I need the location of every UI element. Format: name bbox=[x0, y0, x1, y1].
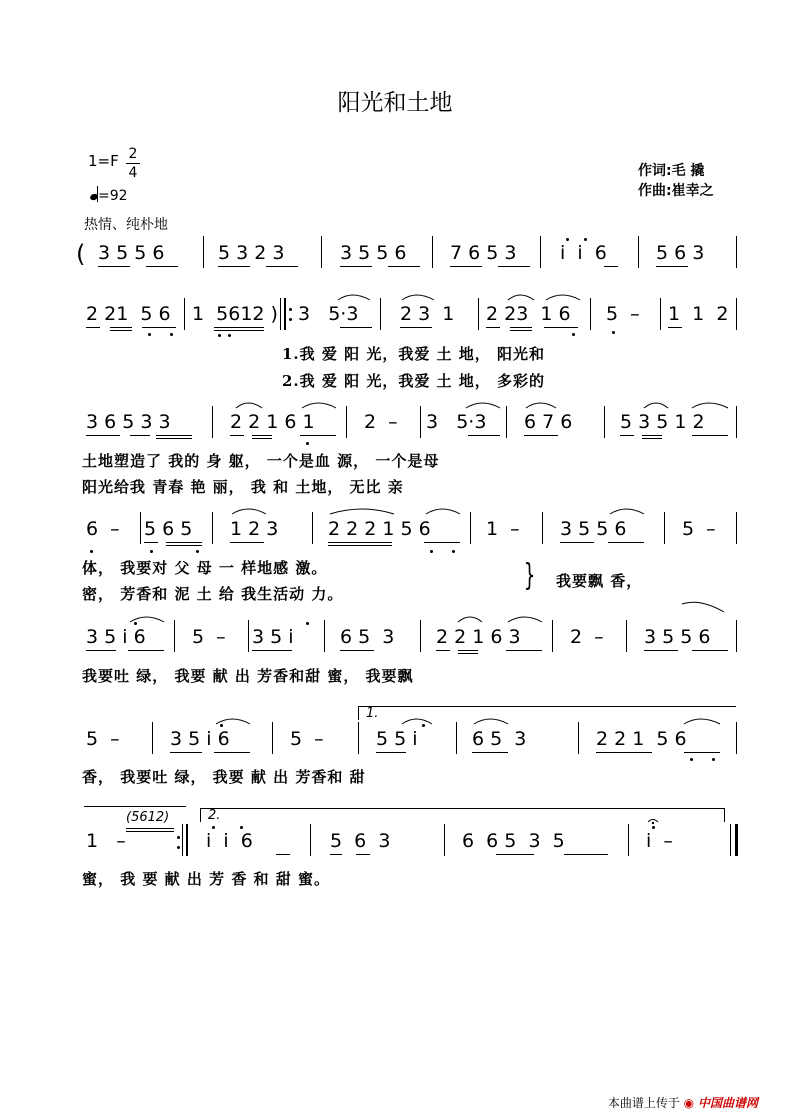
time-signature bbox=[126, 146, 140, 181]
key-signature: 1=F bbox=[88, 152, 119, 170]
lyric-line: 我要飘 香， bbox=[556, 572, 643, 590]
volta-1: 1. bbox=[366, 706, 379, 721]
lyric-line: 香， 我要吐 绿， 我要 献 出 芳香和 甜 bbox=[82, 768, 366, 786]
expression-mark: 热情、纯朴地 bbox=[84, 217, 168, 233]
grace-notes: (5612) bbox=[126, 810, 170, 825]
lyric-line: 1.我 爱 阳 光，我爱 土 地， 阳光和 bbox=[282, 345, 545, 363]
time-bottom: 4 bbox=[128, 165, 138, 181]
lyric-line: 2.我 爱 阳 光，我爱 土 地， 多彩的 bbox=[282, 372, 545, 390]
lyric-line: 阳光给我 青春 艳 丽， 我 和 土地， 无比 亲 bbox=[82, 478, 404, 496]
site-name[interactable]: 中国曲谱网 bbox=[697, 1096, 758, 1110]
lyricist-credit: 作词:毛 撬 bbox=[638, 163, 705, 179]
footer-credit: 本曲谱上传于 ◉ 中国曲谱网 bbox=[607, 1096, 758, 1110]
brace: } bbox=[523, 558, 536, 593]
lyric-line: 体， 我要对 父 母 一 样地感 激。 bbox=[82, 559, 328, 577]
volta-2: 2. bbox=[208, 808, 221, 823]
site-logo-icon: ◉ bbox=[683, 1096, 695, 1110]
lyric-line: 蜜， 我 要 献 出 芳 香 和 甜 蜜。 bbox=[82, 870, 331, 888]
time-top: 2 bbox=[128, 146, 138, 162]
lyric-line: 土地塑造了 我的 身 躯， 一个是血 源， 一个是母 bbox=[82, 452, 440, 470]
tempo-marking: =92 bbox=[90, 186, 128, 204]
lyric-line: 我要吐 绿， 我要 献 出 芳香和甜 蜜， 我要飘 bbox=[82, 667, 414, 685]
composer-credit: 作曲:崔幸之 bbox=[638, 183, 714, 199]
page-title: 阳光和土地 bbox=[337, 90, 453, 116]
lyric-line: 密， 芳香和 泥 土 给 我生活动 力。 bbox=[82, 585, 344, 603]
